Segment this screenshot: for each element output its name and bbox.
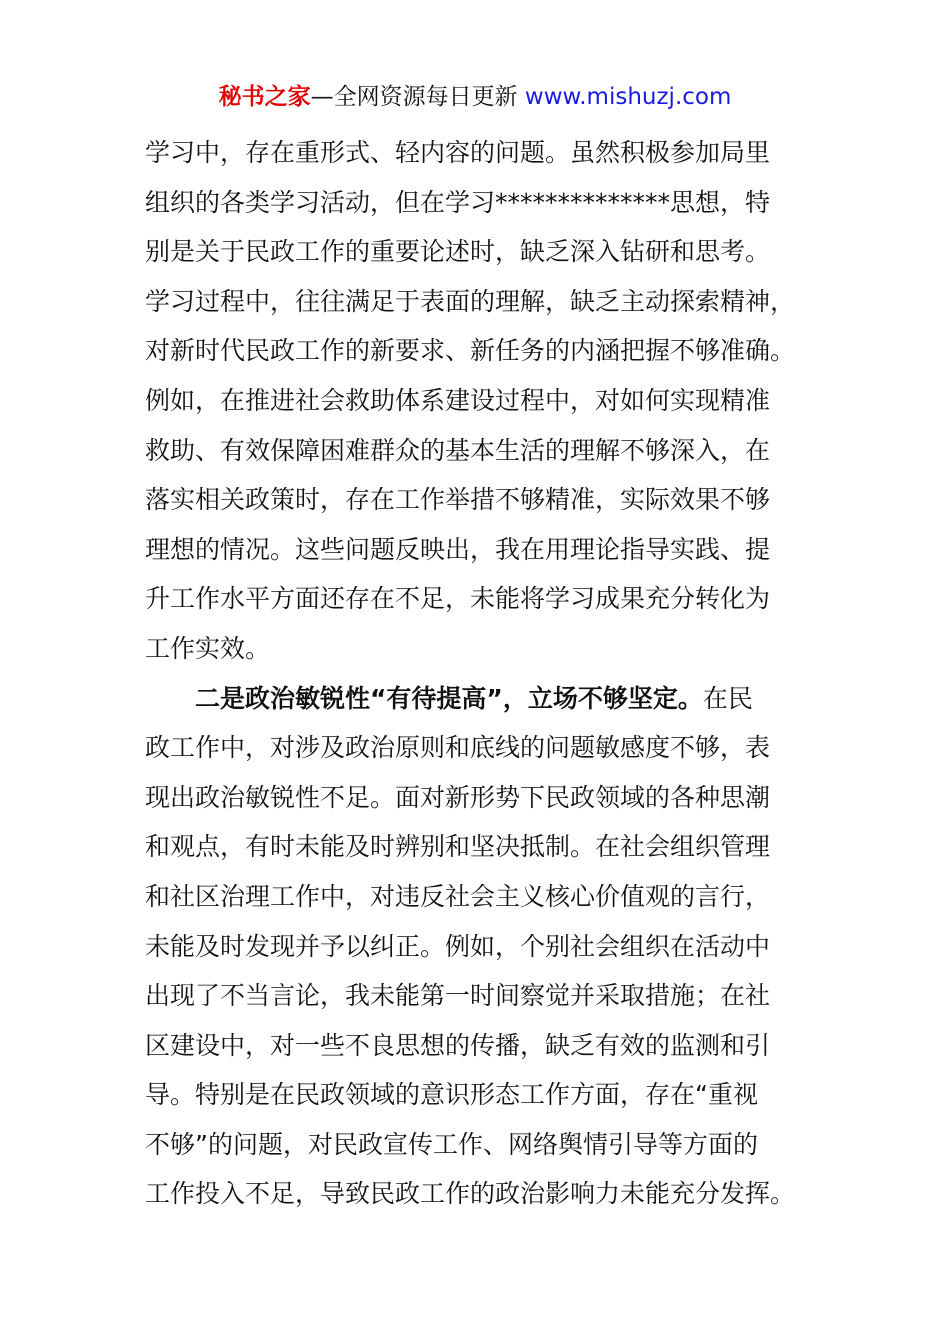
text-line: 例如，在推进社会救助体系建设过程中，对如何实现精准 [145,385,771,415]
text-line: 别是关于民政工作的重要论述时，缺乏深入钻研和思考。 [145,237,771,267]
site-link[interactable]: www.mishuzj.com [524,84,732,110]
text-line: 区建设中，对一些不良思想的传播，缺乏有效的监测和引 [145,1030,771,1060]
text-line: 导。特别是在民政领域的意识形态工作方面，存在“重视 [145,1080,758,1110]
text-line: 出现了不当言论，我未能第一时间察觉并采取措施；在社 [145,981,771,1011]
paragraph-2 [145,674,815,1220]
paragraph-1 [145,128,815,674]
section-heading: 二是政治敏锐性“有待提高”，立场不够坚定。 [195,683,703,713]
text-line: 现出政治敏锐性不足。面对新形势下民政领域的各种思潮 [145,782,771,812]
text-line: 升工作水平方面还存在不足，未能将学习成果充分转化为 [145,584,771,614]
text-line: 未能及时发现并予以纠正。例如，个别社会组织在活动中 [145,931,771,961]
text-line: 和观点，有时未能及时辨别和坚决抵制。在社会组织管理 [145,832,771,862]
text-line: 学习中，存在重形式、轻内容的问题。虽然积极参加局里 [145,138,771,167]
document-body [145,128,815,1219]
text-line: 理想的情况。这些问题反映出，我在用理论指导实践、提 [145,534,771,564]
text-line: 和社区治理工作中，对违反社会主义核心价值观的言行， [145,881,771,911]
text-line: 工作实效。 [145,633,271,663]
page-header [0,80,950,114]
text-line: 救助、有效保障困难群众的基本生活的理解不够深入，在 [145,435,771,465]
header-tagline: —全网资源每日更新 [310,84,525,110]
paragraph-2-first-line [145,674,815,724]
text-line: 组织的各类学习活动，但在学习**************思想，特 [145,187,771,217]
text-line: 不够”的问题，对民政宣传工作、网络舆情引导等方面的 [145,1129,758,1159]
heading-continuation: 在民 [702,683,753,713]
text-line: 工作投入不足，导致民政工作的政治影响力未能充分发挥。 [145,1179,796,1209]
text-line: 落实相关政策时，存在工作举措不够精准，实际效果不够 [145,485,771,515]
text-line: 政工作中，对涉及政治原则和底线的问题敏感度不够，表 [145,733,771,763]
text-line: 学习过程中，往往满足于表面的理解，缺乏主动探索精神， [145,286,796,316]
brand-name: 秘书之家 [218,84,311,110]
text-line: 对新时代民政工作的新要求、新任务的内涵把握不够准确。 [145,336,796,366]
